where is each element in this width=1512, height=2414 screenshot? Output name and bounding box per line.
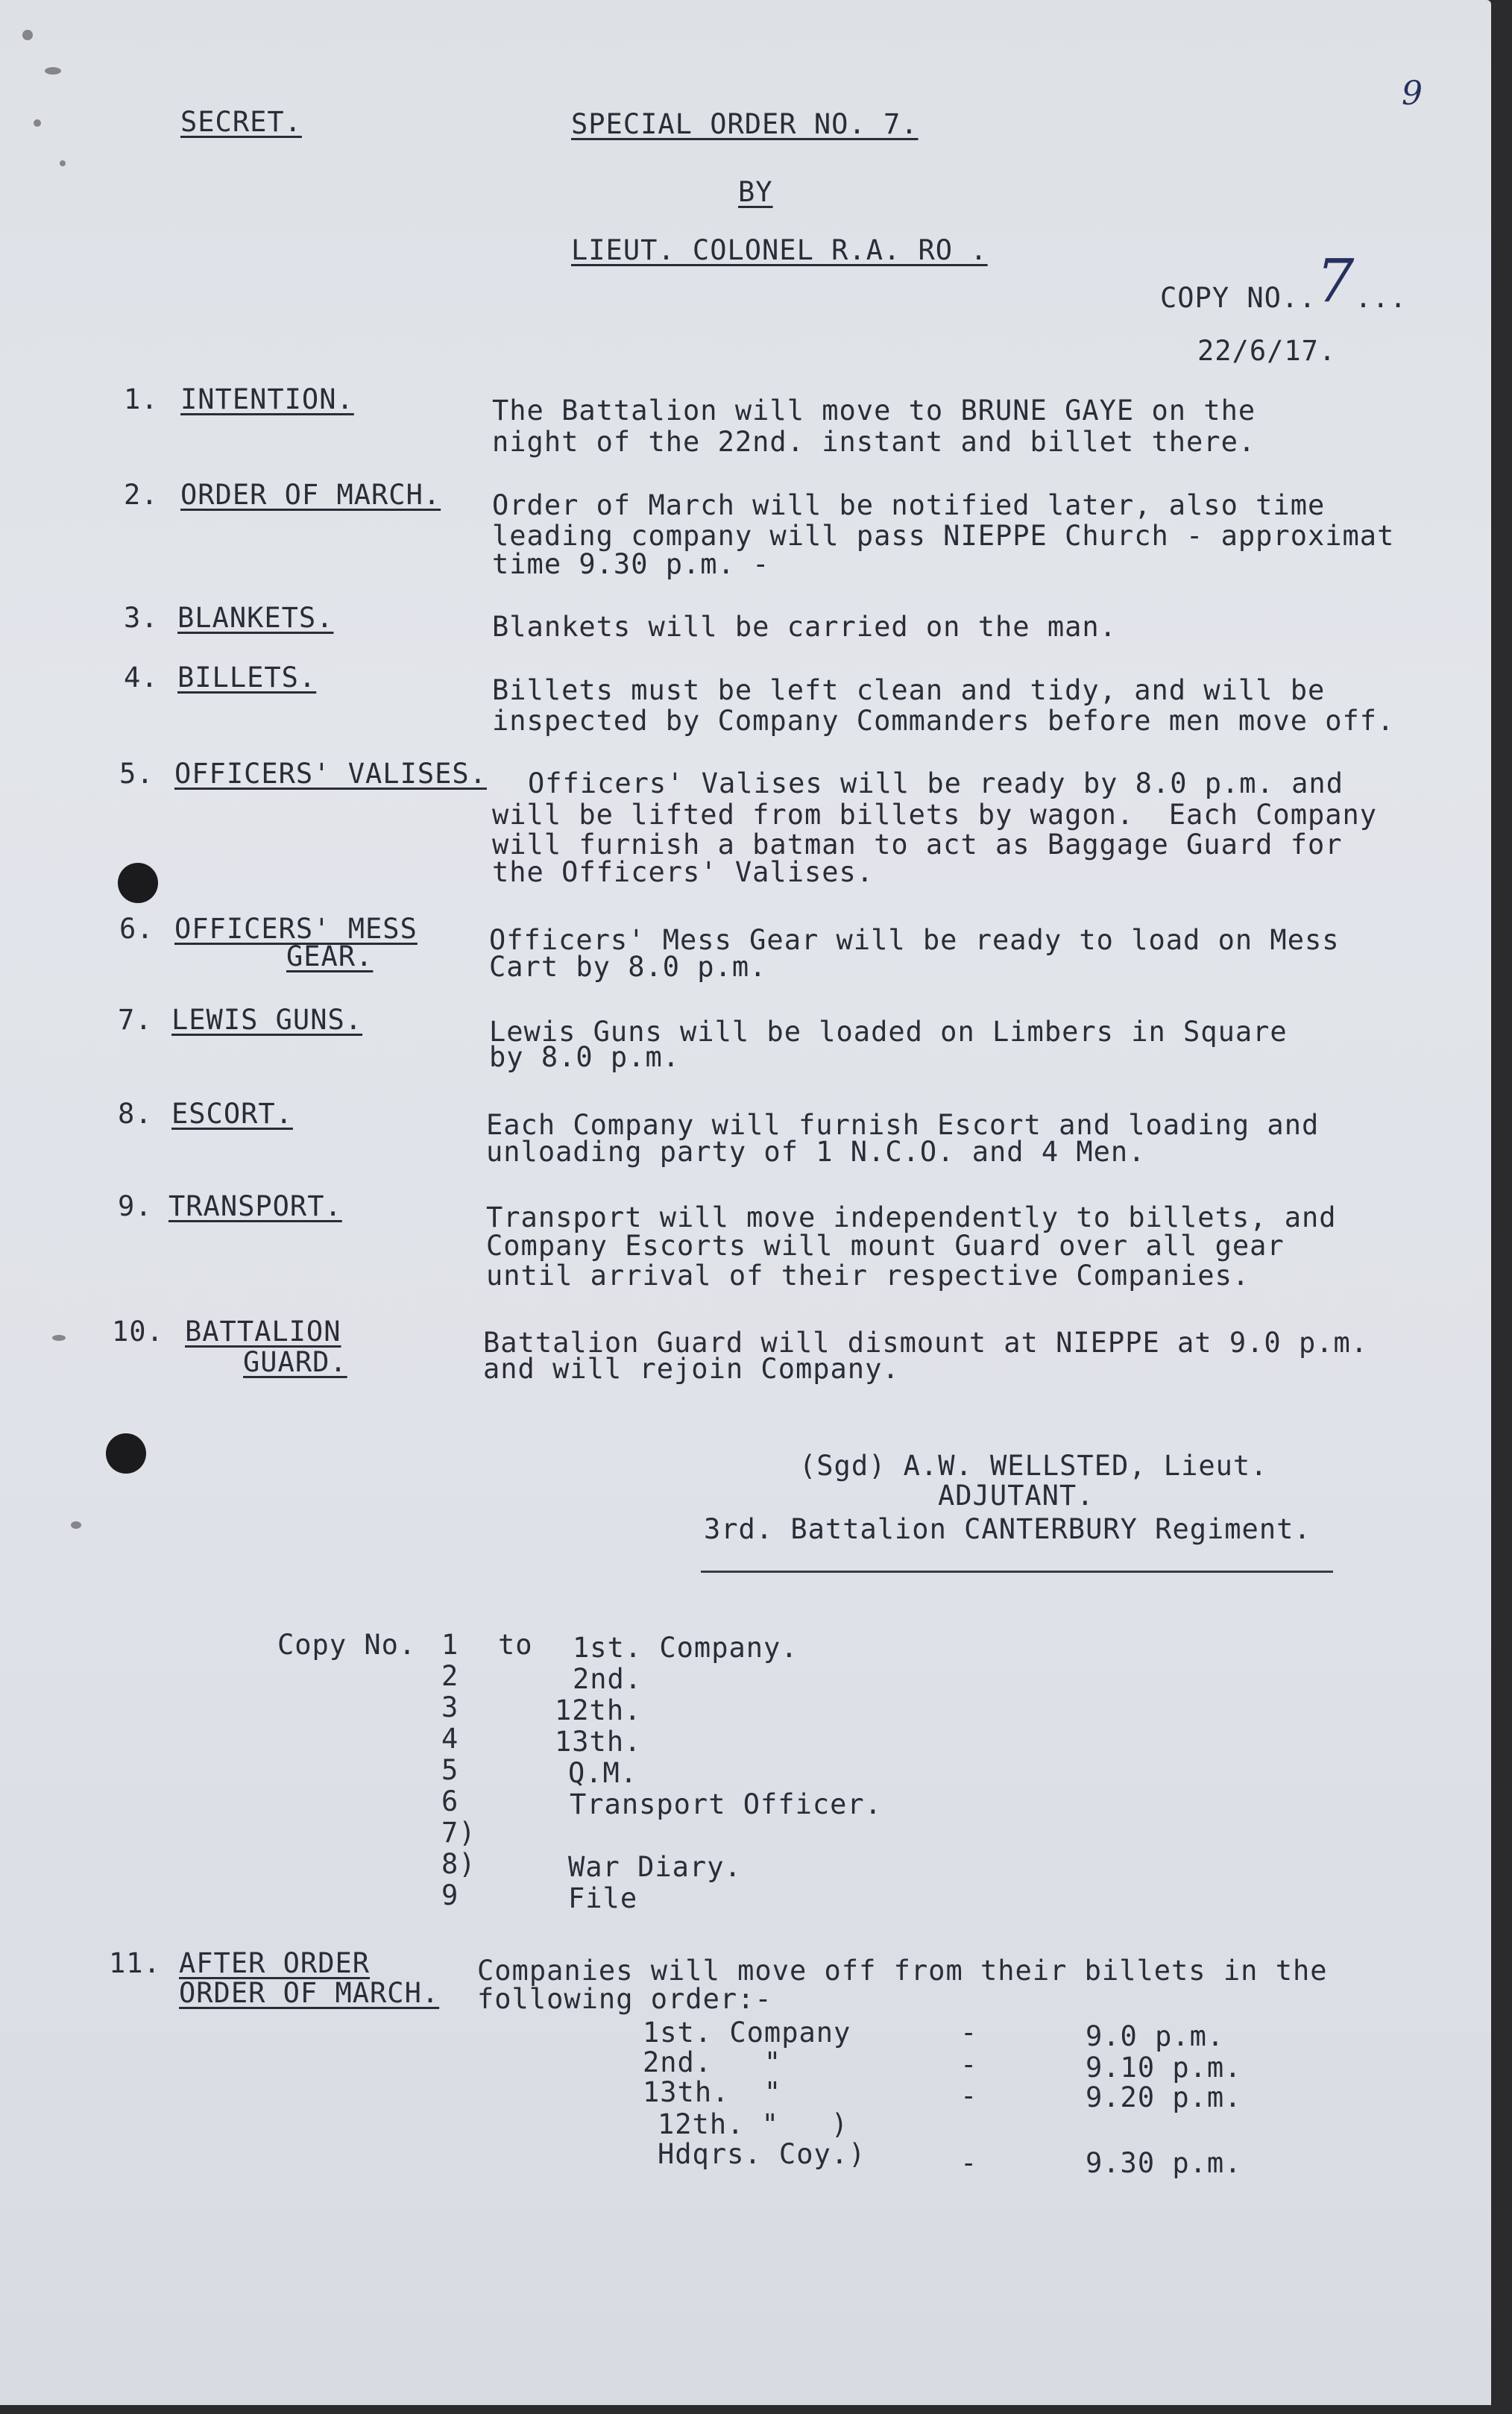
schedule-unit: Hdqrs. Coy.) (658, 2138, 866, 2170)
para-text-line: Blankets will be carried on the man. (492, 611, 1117, 643)
page-number: 9 (1402, 75, 1423, 113)
signature-unit: 3rd. Battalion CANTERBURY Regiment. (704, 1513, 1311, 1545)
copy-suffix: ... (1355, 282, 1408, 314)
copy-number: 5 (441, 1754, 459, 1786)
para-text-line: Order of March will be notified later, also time (492, 489, 1326, 521)
para-text-line: Officers' Valises will be ready by 8.0 p.m. and (528, 767, 1344, 799)
para-text-line: time 9.30 p.m. - (492, 548, 770, 580)
para-heading-officers-mess: OFFICERS' MESS (174, 913, 418, 945)
schedule-time: 9.20 p.m. (1086, 2081, 1242, 2113)
schedule-unit: 2nd. " (643, 2046, 782, 2078)
copy-number: 7 (1316, 246, 1355, 315)
copy-recipient: 13th. (555, 1726, 642, 1758)
copy-number: 9 (441, 1879, 459, 1911)
para-number: 3. (124, 602, 159, 634)
copy-number: 3 (441, 1691, 459, 1723)
para-heading-gear: GEAR. (286, 940, 374, 972)
copy-recipient: War Diary. (568, 1851, 742, 1883)
copy-recipient: Q.M. (568, 1757, 638, 1789)
para-heading-order-of-march: ORDER OF MARCH. (180, 479, 441, 511)
para-text-line: unloading party of 1 N.C.O. and 4 Men. (486, 1136, 1146, 1168)
para-number: 7. (118, 1004, 153, 1036)
para-number: 2. (124, 479, 159, 511)
copy-recipient: 1st. Company. (573, 1632, 798, 1664)
copy-number: 7) (441, 1817, 476, 1849)
para-heading-officers-valises: OFFICERS' VALISES. (174, 758, 487, 790)
schedule-unit: 13th. " (643, 2076, 782, 2108)
para-number: 5. (119, 758, 154, 790)
issuing-officer: LIEUT. COLONEL R.A. RO . (571, 234, 988, 266)
para-heading-transport: TRANSPORT. (168, 1190, 342, 1222)
punch-hole (106, 1433, 146, 1474)
para-heading-lewis-guns: LEWIS GUNS. (171, 1004, 363, 1036)
para-text-line: until arrival of their respective Companies. (486, 1260, 1250, 1292)
schedule-dash: - (960, 2147, 978, 2179)
para-heading-order-of-march-2: ORDER OF MARCH. (179, 1977, 440, 2009)
copy-number: 8) (441, 1848, 476, 1880)
para-number: 1. (124, 383, 159, 415)
ink-speck (60, 160, 66, 166)
para-text-line: inspected by Company Commanders before men move off. (492, 705, 1395, 737)
copy-number: 1 (441, 1629, 459, 1661)
para-text-line: the Officers' Valises. (492, 856, 875, 888)
para-text-line: The Battalion will move to BRUNE GAYE on the (492, 395, 1256, 427)
copy-number: 4 (441, 1723, 459, 1755)
para-text-line: Company Escorts will mount Guard over all gear (486, 1230, 1285, 1262)
schedule-dash: - (960, 2017, 978, 2049)
schedule-dash: - (960, 2080, 978, 2112)
para-text-line: Transport will move independently to billets, and (486, 1201, 1337, 1233)
para-number: 6. (119, 913, 154, 945)
copy-recipient: File (568, 1882, 638, 1914)
distribution-intro: Copy No. (277, 1629, 417, 1661)
para-text-line: Battalion Guard will dismount at NIEPPE at 9.0 p.m. (483, 1327, 1369, 1359)
punch-hole (118, 863, 158, 903)
para-number: 9. (118, 1190, 153, 1222)
schedule-unit: 1st. Company (643, 2017, 851, 2049)
para-text-line: Billets must be left clean and tidy, and will be (492, 674, 1326, 706)
para-text-line: Companies will move off from their billets in the (477, 1955, 1328, 1987)
copy-recipient: 2nd. (573, 1663, 643, 1695)
ink-speck (45, 67, 61, 75)
para-number: 8. (118, 1098, 153, 1130)
ink-speck (71, 1521, 81, 1529)
para-heading-battalion: BATTALION (185, 1316, 341, 1348)
para-text-line: leading company will pass NIEPPE Church - approximat (492, 520, 1395, 552)
schedule-unit: 12th. " ) (658, 2108, 849, 2140)
para-heading-intention: INTENTION. (180, 383, 354, 415)
schedule-dash: - (960, 2049, 978, 2081)
copy-number: 2 (441, 1660, 459, 1692)
ink-speck (22, 30, 33, 40)
order-by: BY (738, 176, 773, 208)
para-text-line: following order:- (477, 1983, 772, 2015)
ink-speck (34, 119, 41, 127)
para-number: 10. (112, 1316, 164, 1348)
copy-recipient: Transport Officer. (570, 1788, 882, 1820)
signature-rule (701, 1571, 1333, 1573)
para-text-line: and will rejoin Company. (483, 1353, 900, 1385)
para-heading-blankets: BLANKETS. (177, 602, 334, 634)
para-number: 4. (124, 661, 159, 694)
para-text-line: Lewis Guns will be loaded on Limbers in Square (489, 1016, 1288, 1048)
para-text-line: will furnish a batman to act as Baggage Guard for (492, 829, 1343, 861)
para-heading-billets: BILLETS. (177, 661, 317, 694)
schedule-time: 9.10 p.m. (1086, 2052, 1242, 2084)
order-date: 22/6/17. (1197, 335, 1337, 367)
order-title: SPECIAL ORDER NO. 7. (571, 108, 919, 140)
schedule-time: 9.0 p.m. (1086, 2020, 1225, 2052)
distribution-to: to (498, 1629, 533, 1661)
ink-speck (52, 1335, 66, 1341)
classification-marking: SECRET. (180, 106, 302, 138)
copy-recipient: 12th. (555, 1694, 642, 1726)
para-text-line: Officers' Mess Gear will be ready to load on Mess (489, 924, 1340, 956)
para-text-line: Cart by 8.0 p.m. (489, 951, 767, 983)
para-text-line: will be lifted from billets by wagon. Each Company (492, 799, 1378, 831)
para-text-line: night of the 22nd. instant and billet there. (492, 426, 1256, 458)
copy-number: 6 (441, 1785, 459, 1817)
para-text-line: by 8.0 p.m. (489, 1041, 681, 1073)
para-heading-escort: ESCORT. (171, 1098, 293, 1130)
signature-rank: ADJUTANT. (938, 1480, 1094, 1512)
copy-label: COPY NO.. (1160, 282, 1317, 314)
schedule-time: 9.30 p.m. (1086, 2147, 1242, 2179)
copy-number-line (1160, 246, 1408, 315)
para-number: 11. (109, 1947, 161, 1979)
signature-name: (Sgd) A.W. WELLSTED, Lieut. (799, 1450, 1268, 1482)
para-text-line: Each Company will furnish Escort and loading and (486, 1109, 1320, 1141)
para-heading-guard: GUARD. (243, 1346, 347, 1378)
para-heading-after-order: AFTER ORDER (179, 1947, 371, 1979)
